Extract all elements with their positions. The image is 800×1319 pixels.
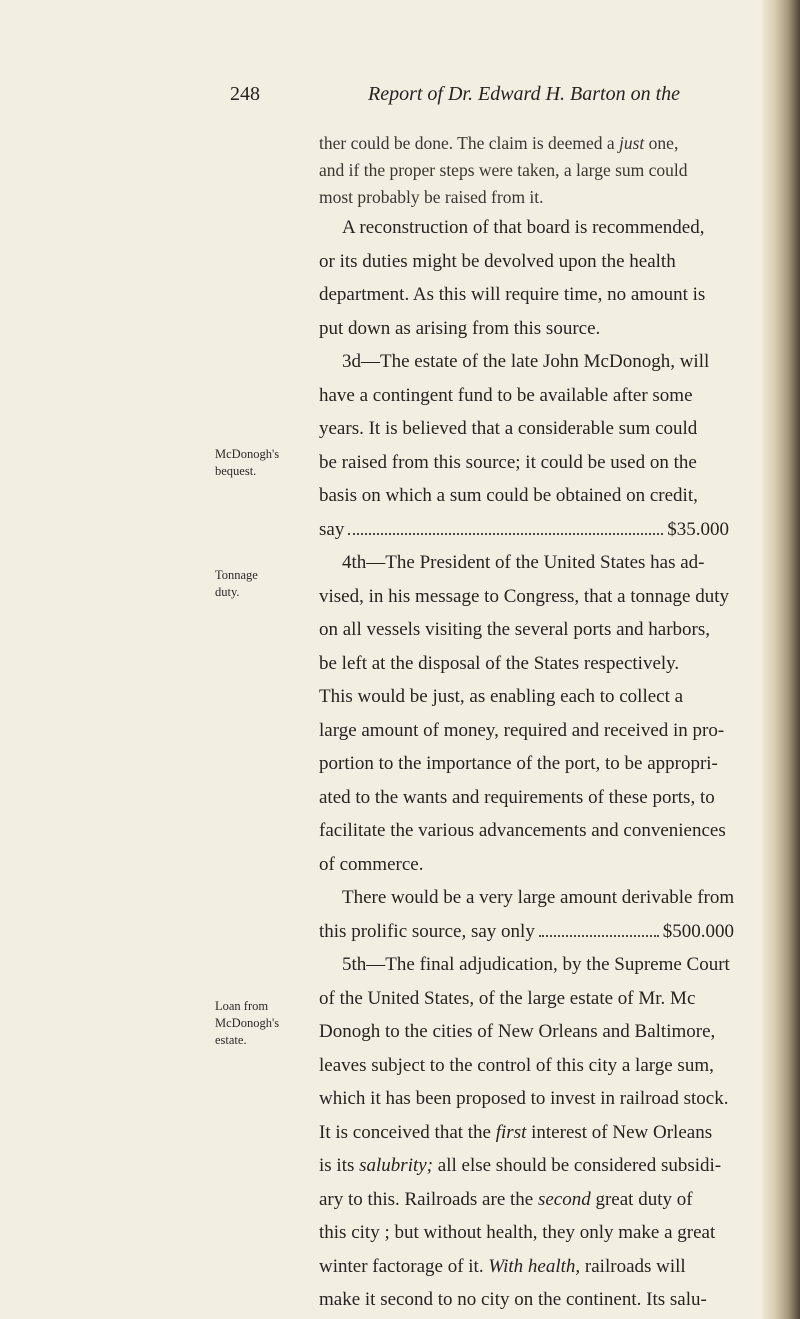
sidenote-line: McDonogh's — [215, 1016, 280, 1030]
text-line: or its duties might be devolved upon the health — [319, 250, 676, 272]
sidenote-line: duty. — [215, 585, 240, 599]
text-line: put down as arising from this source. — [319, 317, 601, 339]
text-line: on all vessels visiting the several ports and harbors, — [319, 619, 711, 640]
text-line: portion to the importance of the port, to be appropri- — [319, 753, 718, 774]
text-line: ary to this. Railroads are the second great duty of — [319, 1188, 693, 1210]
text-line: basis on which a sum could be obtained on credit, — [319, 485, 698, 506]
sidenote-line: estate. — [215, 1033, 247, 1047]
body-text — [319, 130, 800, 1317]
text-line: facilitate the various advancements and conveniences — [319, 820, 726, 841]
text-line: of the United States, of the large estate of Mr. Mc — [319, 987, 696, 1009]
text-line-with-amount: say $35.000 — [319, 513, 729, 547]
text-line: be raised from this source; it could be used on the — [319, 451, 697, 473]
text-line: make it second to no city on the continent. Its salu- — [319, 1289, 707, 1310]
amount: $35.000 — [667, 518, 729, 540]
text-line: 5th—The final adjudication, by the Supreme Court — [342, 954, 730, 975]
text-line: winter factorage of it. With health, railroads will — [319, 1255, 686, 1277]
text-line: years. It is believed that a considerable sum could — [319, 418, 698, 439]
text-line: Donogh to the cities of New Orleans and Baltimore, — [319, 1021, 716, 1042]
sidenote-mcdonogh-bequest — [215, 446, 279, 480]
text-line: which it has been proposed to invest in railroad stock. — [319, 1088, 729, 1109]
text-line: There would be a very large amount derivable from — [342, 887, 735, 908]
text-line: It is conceived that the first interest of New Orleans — [319, 1121, 713, 1143]
text-line: large amount of money, required and received in pro- — [319, 719, 725, 741]
text-line: 3d—The estate of the late John McDonogh, will — [342, 351, 710, 372]
sidenote-line: Tonnage — [215, 568, 258, 582]
amount: $500.000 — [662, 920, 734, 942]
text-line: be left at the disposal of the States respectively. — [319, 652, 680, 674]
text-line: department. As this will require time, no amount is — [319, 284, 706, 305]
sidenote-line: McDonogh's — [215, 447, 280, 461]
sidenote-line: Loan from — [215, 999, 269, 1013]
text-line: A reconstruction of that board is recommended, — [342, 217, 705, 238]
sidenote-tonnage-duty — [215, 567, 258, 601]
dot-leader — [348, 533, 663, 535]
text-line: This would be just, as enabling each to collect a — [319, 686, 684, 707]
text-line: have a contingent fund to be available after some — [319, 384, 693, 406]
text-line: 4th—The President of the United States has ad- — [342, 552, 705, 573]
text-line: and if the proper steps were taken, a large sum could — [319, 160, 688, 180]
text-line: is its salubrity; all else should be considered subsidi- — [319, 1155, 722, 1176]
text-line-with-amount: this prolific source, say only $500.000 — [319, 915, 734, 949]
sidenote-line: bequest. — [215, 464, 257, 478]
text-line: ated to the wants and requirements of these ports, to — [319, 786, 715, 808]
dot-leader — [539, 935, 659, 937]
page-number: 248 — [230, 83, 260, 105]
text-line: of commerce. — [319, 853, 424, 875]
text-line: this city ; but without health, they only make a great — [319, 1222, 716, 1243]
sidenote-loan-estate — [215, 998, 279, 1049]
running-head: Report of Dr. Edward H. Barton on the — [368, 83, 681, 105]
text-line: vised, in his message to Congress, that a tonnage duty — [319, 585, 730, 607]
text-line: leaves subject to the control of this city a large sum, — [319, 1054, 714, 1076]
text-line: ther could be done. The claim is deemed a just one, — [319, 133, 679, 153]
text-line: most probably be raised from it. — [319, 187, 544, 207]
